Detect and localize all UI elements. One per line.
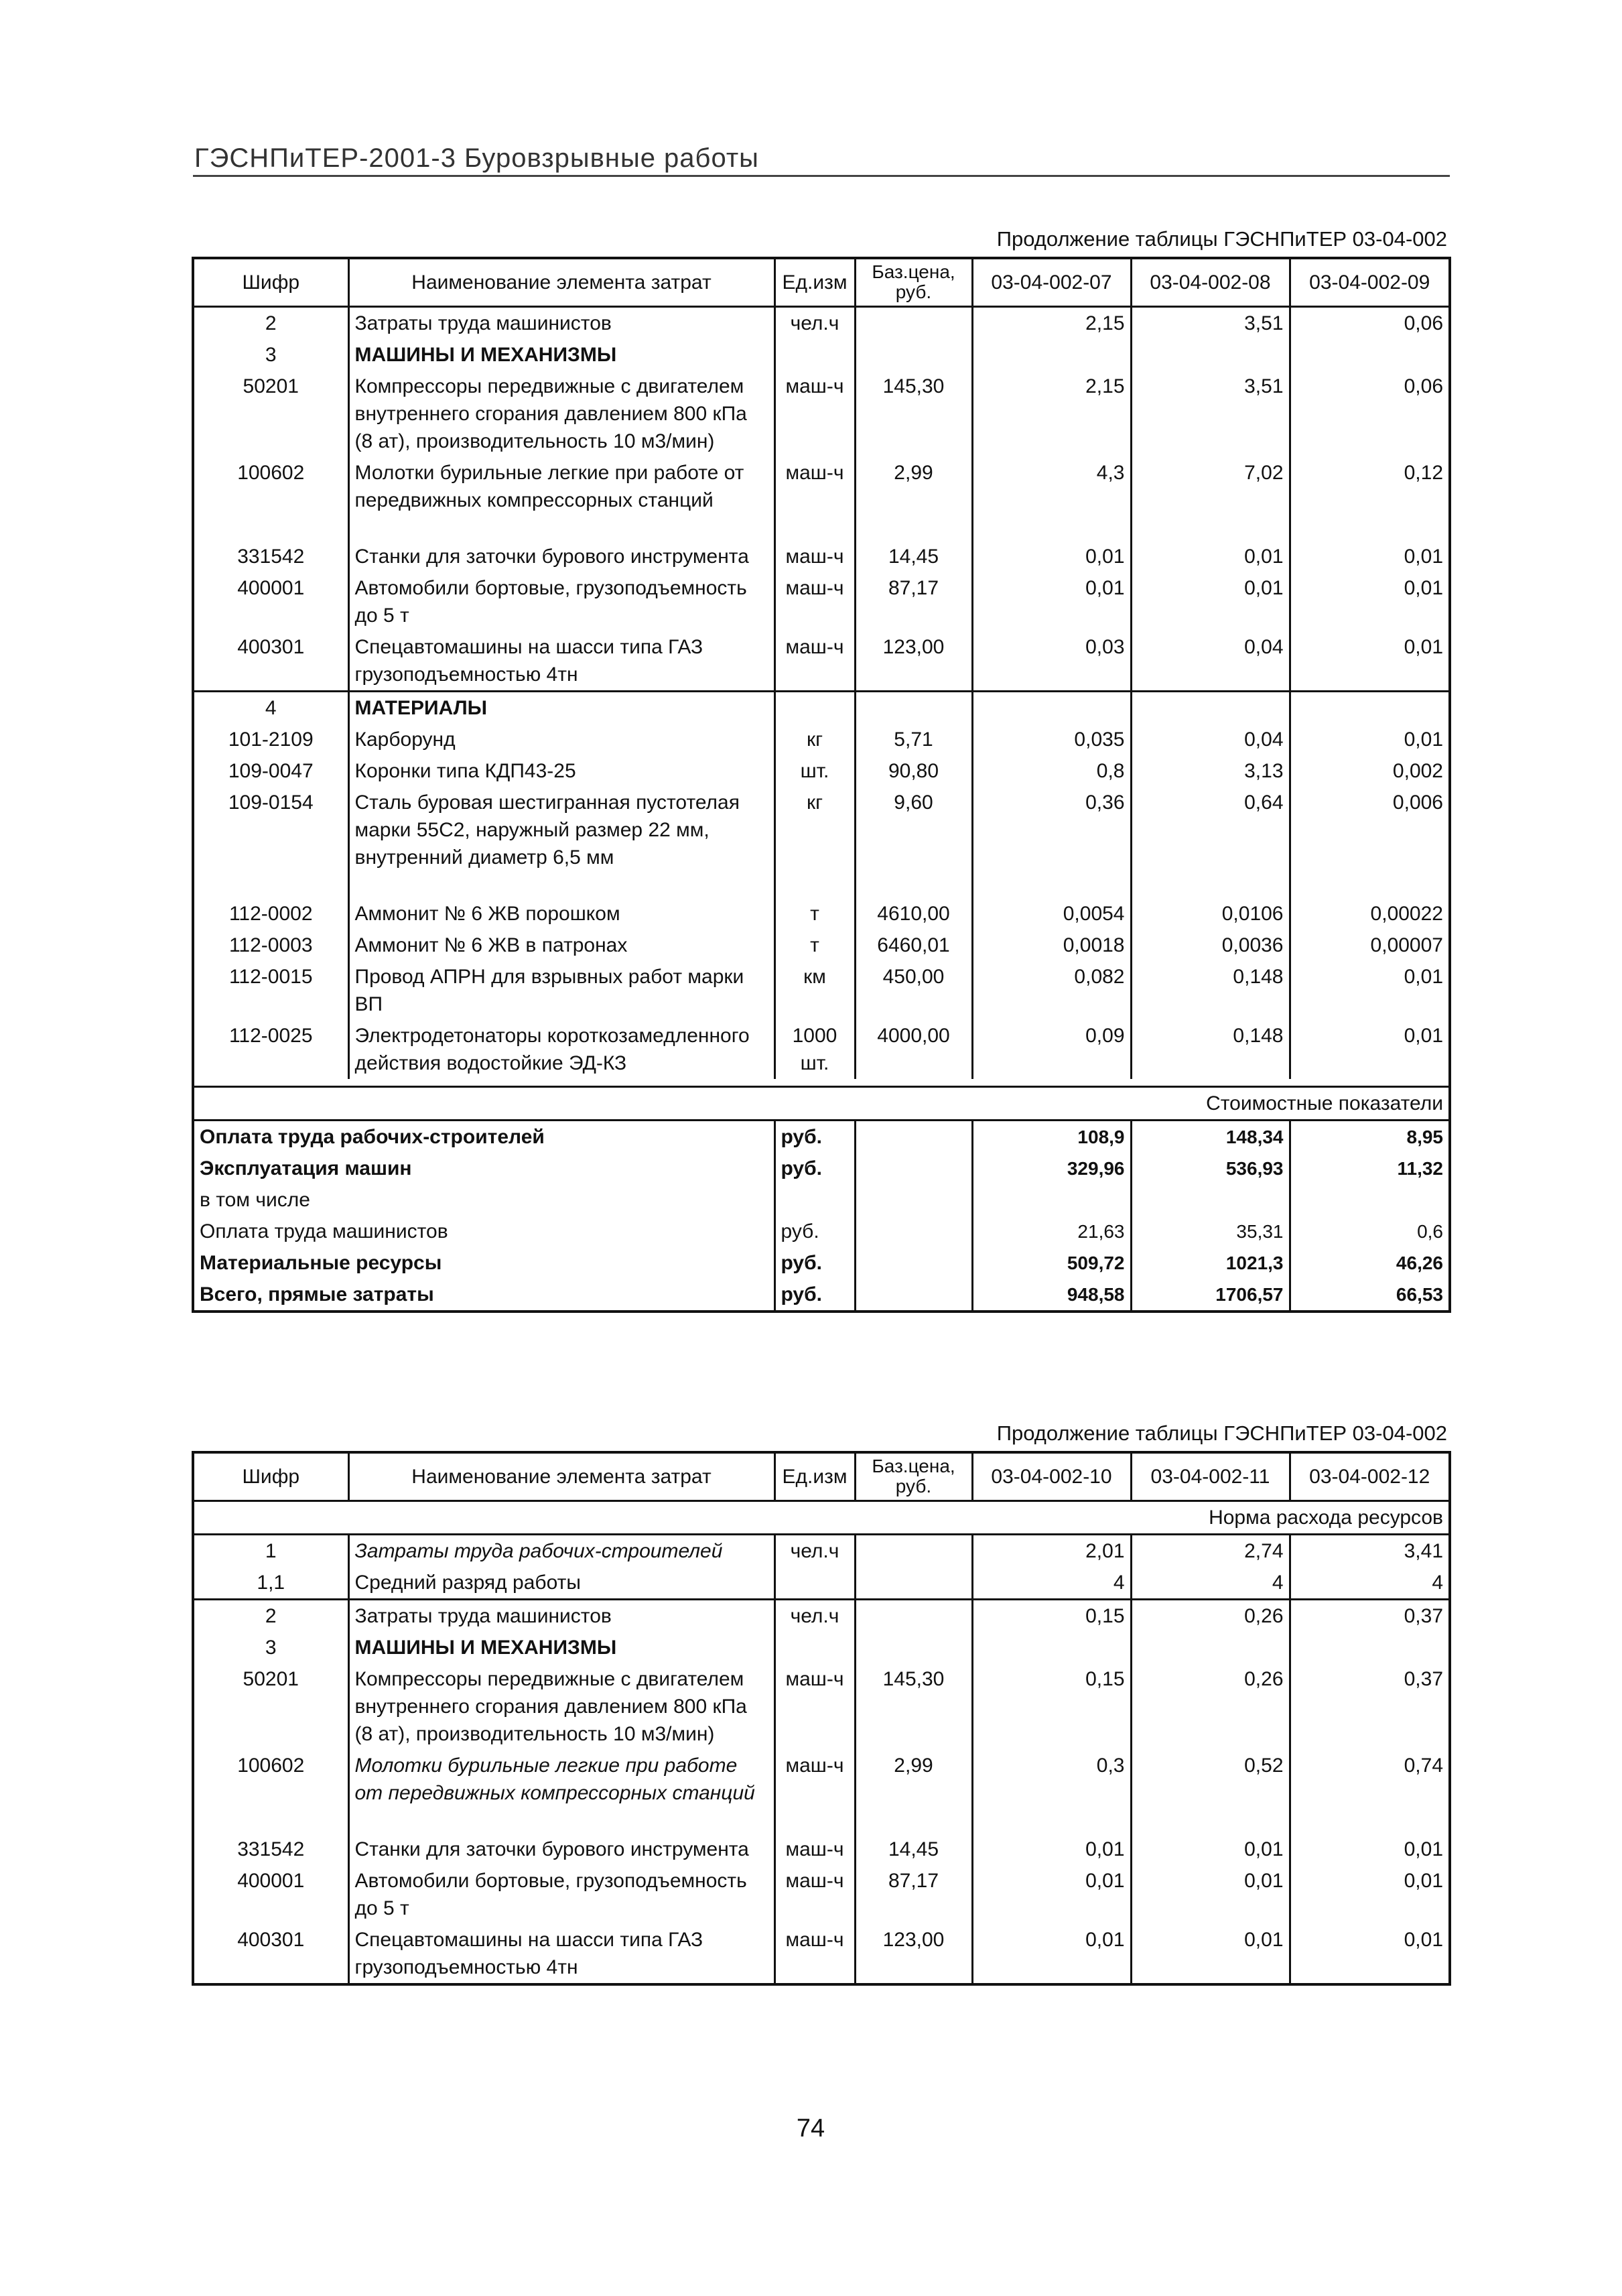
row-value-2: 0,0036	[1131, 930, 1290, 961]
row-unit: кг	[774, 787, 855, 898]
row-price: 6460,01	[855, 930, 972, 961]
row-name: Автомобили бортовые, грузоподъемность до 5 т	[348, 1865, 774, 1924]
row-name: Сталь буровая шестигранная пустотелая марки 55С2, наружный размер 22 мм, внутренний диаметр 6,5 мм	[348, 787, 774, 898]
row-code: 400001	[193, 1865, 348, 1924]
row-value-1: 0,09	[972, 1020, 1131, 1079]
row-value-3: 0,74	[1290, 1750, 1450, 1834]
norm-banner-row	[193, 1501, 1450, 1534]
row-unit: км	[774, 961, 855, 1020]
row-price: 87,17	[855, 1865, 972, 1924]
row-price: 2,99	[855, 1750, 972, 1834]
row-value-2: 0,01	[1131, 1865, 1290, 1924]
row-code: 3	[193, 1632, 348, 1663]
row-code: 2	[193, 1599, 348, 1632]
row-name: Станки для заточки бурового инструмента	[348, 1834, 774, 1865]
summary-row	[193, 1279, 1450, 1312]
table2-caption: Продолжение таблицы ГЭСНПиТЕР 03-04-002	[996, 1421, 1447, 1445]
row-code: 112-0003	[193, 930, 348, 961]
row-value-2: 3,13	[1131, 755, 1290, 787]
row-code: 100602	[193, 1750, 348, 1834]
row-unit: т	[774, 930, 855, 961]
row-code: 400301	[193, 1924, 348, 1984]
row-unit	[774, 1632, 855, 1663]
col-header-c3: 03-04-002-12	[1290, 1452, 1450, 1501]
row-value-2: 0,01	[1131, 1924, 1290, 1984]
row-value-3: 0,00007	[1290, 930, 1450, 961]
summary-value-3: 11,32	[1290, 1153, 1450, 1184]
page-header: ГЭСНПиТЕР-2001-3 Буровзрывные работы	[194, 143, 759, 173]
row-value-1: 0,03	[972, 631, 1131, 692]
row-value-1: 0,0018	[972, 930, 1131, 961]
row-price	[855, 1632, 972, 1663]
row-code: 50201	[193, 1663, 348, 1750]
col-header-price: Баз.цена, руб.	[855, 258, 972, 306]
row-unit	[774, 1567, 855, 1600]
table-row	[193, 1020, 1450, 1079]
row-code: 112-0002	[193, 898, 348, 930]
row-unit: кг	[774, 724, 855, 755]
row-unit	[774, 691, 855, 724]
row-code: 109-0047	[193, 755, 348, 787]
summary-label: Всего, прямые затраты	[200, 1283, 434, 1305]
cost-banner: Стоимостные показатели	[193, 1086, 1450, 1120]
row-name: Средний разряд работы	[348, 1567, 774, 1600]
row-value-3: 0,01	[1290, 1020, 1450, 1079]
table-row	[193, 457, 1450, 541]
row-value-3: 0,01	[1290, 631, 1450, 692]
table-row	[193, 1599, 1450, 1632]
row-price: 9,60	[855, 787, 972, 898]
summary-value-3: 8,95	[1290, 1120, 1450, 1153]
summary-value-3	[1290, 1184, 1450, 1216]
row-value-2: 0,0106	[1131, 898, 1290, 930]
row-value-1: 0,082	[972, 961, 1131, 1020]
row-code: 400301	[193, 631, 348, 692]
row-value-2: 0,52	[1131, 1750, 1290, 1834]
row-value-3: 0,01	[1290, 724, 1450, 755]
row-unit: чел.ч	[774, 1534, 855, 1567]
row-value-3: 0,01	[1290, 1865, 1450, 1924]
row-value-1	[972, 339, 1131, 371]
row-code: 4	[193, 691, 348, 724]
row-code: 112-0025	[193, 1020, 348, 1079]
row-unit: маш-ч	[774, 457, 855, 541]
summary-row	[193, 1247, 1450, 1279]
row-value-2	[1131, 1632, 1290, 1663]
table-row	[193, 306, 1450, 339]
col-header-name: Наименование элемента затрат	[348, 258, 774, 306]
table-row	[193, 1567, 1450, 1600]
row-code: 101-2109	[193, 724, 348, 755]
row-value-1: 0,36	[972, 787, 1131, 898]
row-name: Станки для заточки бурового инструмента	[348, 541, 774, 572]
row-price	[855, 1599, 972, 1632]
row-value-3: 0,01	[1290, 541, 1450, 572]
summary-unit: руб.	[774, 1153, 855, 1184]
summary-value-3: 0,6	[1290, 1216, 1450, 1247]
col-header-c1: 03-04-002-10	[972, 1452, 1131, 1501]
row-price: 87,17	[855, 572, 972, 631]
row-value-3: 0,002	[1290, 755, 1450, 787]
summary-unit	[774, 1184, 855, 1216]
row-price: 123,00	[855, 631, 972, 692]
spacer-row	[193, 1079, 1450, 1087]
col-header-code: Шифр	[193, 1452, 348, 1501]
row-value-3: 4	[1290, 1567, 1450, 1600]
summary-value-2: 148,34	[1131, 1120, 1290, 1153]
row-unit: т	[774, 898, 855, 930]
row-unit: маш-ч	[774, 572, 855, 631]
table-row	[193, 631, 1450, 692]
row-value-1: 0,01	[972, 1924, 1131, 1984]
summary-value-2: 35,31	[1131, 1216, 1290, 1247]
row-value-1: 2,01	[972, 1534, 1131, 1567]
summary-value-1	[972, 1184, 1131, 1216]
row-unit: маш-ч	[774, 1750, 855, 1834]
summary-price-blank	[855, 1184, 972, 1216]
summary-price-blank	[855, 1153, 972, 1184]
summary-label: Оплата труда машинистов	[200, 1220, 448, 1242]
summary-price-blank	[855, 1216, 972, 1247]
table2	[192, 1451, 1451, 1986]
row-price: 5,71	[855, 724, 972, 755]
table1-caption: Продолжение таблицы ГЭСНПиТЕР 03-04-002	[996, 227, 1447, 251]
row-price: 4610,00	[855, 898, 972, 930]
table-row	[193, 1924, 1450, 1984]
row-value-1: 0,01	[972, 541, 1131, 572]
row-name: Коронки типа КДП43-25	[348, 755, 774, 787]
row-value-1: 4	[972, 1567, 1131, 1600]
summary-label: Материальные ресурсы	[200, 1251, 442, 1274]
summary-value-2: 536,93	[1131, 1153, 1290, 1184]
col-header-c2: 03-04-002-08	[1131, 258, 1290, 306]
row-value-2	[1131, 691, 1290, 724]
row-value-3: 0,06	[1290, 371, 1450, 457]
summary-unit: руб.	[774, 1120, 855, 1153]
row-value-3: 0,01	[1290, 1834, 1450, 1865]
table-row	[193, 1834, 1450, 1865]
row-value-2: 0,04	[1131, 631, 1290, 692]
row-price	[855, 1534, 972, 1567]
table1	[192, 257, 1451, 1313]
row-name: Аммонит № 6 ЖВ порошком	[348, 898, 774, 930]
row-code: 400001	[193, 572, 348, 631]
col-header-c3: 03-04-002-09	[1290, 258, 1450, 306]
row-name: Электродетонаторы короткозамедленного действия водостойкие ЭД-КЗ	[348, 1020, 774, 1079]
row-value-3: 0,006	[1290, 787, 1450, 898]
row-unit: маш-ч	[774, 1865, 855, 1924]
summary-row	[193, 1153, 1450, 1184]
table-row	[193, 1663, 1450, 1750]
row-value-2: 0,04	[1131, 724, 1290, 755]
header-rule	[193, 175, 1450, 177]
row-value-2: 0,26	[1131, 1663, 1290, 1750]
summary-value-1: 509,72	[972, 1247, 1131, 1279]
table-row	[193, 898, 1450, 930]
row-unit: шт.	[774, 755, 855, 787]
summary-unit: руб.	[774, 1247, 855, 1279]
summary-value-2	[1131, 1184, 1290, 1216]
row-unit: чел.ч	[774, 306, 855, 339]
row-price: 90,80	[855, 755, 972, 787]
row-name: Затраты труда рабочих-строителей	[348, 1534, 774, 1567]
row-value-2: 7,02	[1131, 457, 1290, 541]
table-row	[193, 1534, 1450, 1567]
row-code: 100602	[193, 457, 348, 541]
col-header-unit: Ед.изм	[774, 1452, 855, 1501]
row-unit: маш-ч	[774, 1663, 855, 1750]
row-value-2: 0,148	[1131, 1020, 1290, 1079]
col-header-price: Баз.цена, руб.	[855, 1452, 972, 1501]
col-header-c1: 03-04-002-07	[972, 258, 1131, 306]
row-value-3: 0,37	[1290, 1599, 1450, 1632]
row-value-3: 0,06	[1290, 306, 1450, 339]
row-name: МАШИНЫ И МЕХАНИЗМЫ	[348, 339, 774, 371]
row-code: 1,1	[193, 1567, 348, 1600]
row-value-3: 0,00022	[1290, 898, 1450, 930]
row-value-3	[1290, 691, 1450, 724]
row-price: 145,30	[855, 1663, 972, 1750]
summary-value-3: 66,53	[1290, 1279, 1450, 1312]
row-name: Компрессоры передвижные с двигателем внутреннего сгорания давлением 800 кПа (8 ат), производительность 10 м3/мин)	[348, 1663, 774, 1750]
row-name: Затраты труда машинистов	[348, 306, 774, 339]
row-value-3: 3,41	[1290, 1534, 1450, 1567]
row-price: 14,45	[855, 1834, 972, 1865]
row-value-1: 0,01	[972, 572, 1131, 631]
col-header-unit: Ед.изм	[774, 258, 855, 306]
row-price	[855, 339, 972, 371]
table-row	[193, 1632, 1450, 1663]
row-unit: маш-ч	[774, 631, 855, 692]
row-price: 4000,00	[855, 1020, 972, 1079]
row-value-1	[972, 1632, 1131, 1663]
table-row	[193, 371, 1450, 457]
summary-value-1: 21,63	[972, 1216, 1131, 1247]
row-value-3: 0,12	[1290, 457, 1450, 541]
table-row	[193, 787, 1450, 898]
row-value-3	[1290, 339, 1450, 371]
row-value-2: 0,01	[1131, 572, 1290, 631]
row-value-1: 0,01	[972, 1834, 1131, 1865]
row-name: Молотки бурильные легкие при работе от передвижных компрессорных станций	[348, 457, 774, 541]
table1-body	[193, 306, 1450, 1312]
row-value-2: 0,01	[1131, 1834, 1290, 1865]
table-row	[193, 572, 1450, 631]
table-row	[193, 1865, 1450, 1924]
summary-row	[193, 1184, 1450, 1216]
row-value-3	[1290, 1632, 1450, 1663]
row-name: Молотки бурильные легкие при работе от передвижных компрессорных станций	[348, 1750, 774, 1834]
row-code: 1	[193, 1534, 348, 1567]
row-value-1: 4,3	[972, 457, 1131, 541]
row-unit: маш-ч	[774, 1924, 855, 1984]
table-row	[193, 930, 1450, 961]
row-name: Провод АПРН для взрывных работ марки ВП	[348, 961, 774, 1020]
row-name: Аммонит № 6 ЖВ в патронах	[348, 930, 774, 961]
row-value-2: 0,26	[1131, 1599, 1290, 1632]
row-price	[855, 1567, 972, 1600]
summary-value-2: 1706,57	[1131, 1279, 1290, 1312]
row-price: 450,00	[855, 961, 972, 1020]
summary-unit: руб.	[774, 1216, 855, 1247]
norm-banner: Норма расхода ресурсов	[193, 1501, 1450, 1534]
row-name: Компрессоры передвижные с двигателем внутреннего сгорания давлением 800 кПа (8 ат), производительность 10 м3/мин)	[348, 371, 774, 457]
row-value-3: 0,37	[1290, 1663, 1450, 1750]
col-header-c2: 03-04-002-11	[1131, 1452, 1290, 1501]
summary-row	[193, 1216, 1450, 1247]
row-value-1: 0,3	[972, 1750, 1131, 1834]
row-value-3: 0,01	[1290, 1924, 1450, 1984]
row-unit	[774, 339, 855, 371]
row-code: 2	[193, 306, 348, 339]
table-row	[193, 691, 1450, 724]
row-price: 2,99	[855, 457, 972, 541]
summary-price-blank	[855, 1279, 972, 1312]
row-name: Карборунд	[348, 724, 774, 755]
row-value-1: 0,15	[972, 1599, 1131, 1632]
row-value-1	[972, 691, 1131, 724]
row-code: 331542	[193, 1834, 348, 1865]
summary-row	[193, 1120, 1450, 1153]
table-row	[193, 541, 1450, 572]
table-row	[193, 724, 1450, 755]
row-value-1: 0,0054	[972, 898, 1131, 930]
summary-value-1: 948,58	[972, 1279, 1131, 1312]
summary-label: Оплата труда рабочих-строителей	[193, 1120, 774, 1153]
row-name: Затраты труда машинистов	[348, 1599, 774, 1632]
table-row	[193, 755, 1450, 787]
row-value-1: 0,035	[972, 724, 1131, 755]
summary-unit: руб.	[774, 1279, 855, 1312]
row-unit: чел.ч	[774, 1599, 855, 1632]
page-number: 74	[796, 2114, 825, 2143]
row-value-1: 2,15	[972, 306, 1131, 339]
row-price	[855, 691, 972, 724]
row-code: 50201	[193, 371, 348, 457]
row-price: 123,00	[855, 1924, 972, 1984]
row-value-3: 0,01	[1290, 572, 1450, 631]
row-unit: маш-ч	[774, 541, 855, 572]
summary-value-2: 1021,3	[1131, 1247, 1290, 1279]
row-name: МАТЕРИАЛЫ	[348, 691, 774, 724]
table2-body	[193, 1501, 1450, 1984]
row-name: Спецавтомашины на шасси типа ГАЗ грузоподъемностью 4тн	[348, 631, 774, 692]
row-value-2: 0,64	[1131, 787, 1290, 898]
row-value-2: 0,148	[1131, 961, 1290, 1020]
row-value-2: 2,74	[1131, 1534, 1290, 1567]
row-name: Спецавтомашины на шасси типа ГАЗ грузоподъемностью 4тн	[348, 1924, 774, 1984]
row-value-1: 0,8	[972, 755, 1131, 787]
summary-price-blank	[855, 1247, 972, 1279]
row-value-1: 2,15	[972, 371, 1131, 457]
row-value-2: 3,51	[1131, 371, 1290, 457]
spacer-cell	[193, 1079, 1450, 1087]
row-code: 331542	[193, 541, 348, 572]
row-code: 112-0015	[193, 961, 348, 1020]
row-unit: маш-ч	[774, 371, 855, 457]
summary-label: Эксплуатация машин	[200, 1157, 412, 1179]
row-value-2: 3,51	[1131, 306, 1290, 339]
row-value-1: 0,01	[972, 1865, 1131, 1924]
row-name: Автомобили бортовые, грузоподъемность до 5 т	[348, 572, 774, 631]
row-unit: 1000 шт.	[774, 1020, 855, 1079]
row-value-3: 0,01	[1290, 961, 1450, 1020]
table-row	[193, 961, 1450, 1020]
summary-label: в том числе	[200, 1188, 310, 1211]
row-value-2: 0,01	[1131, 541, 1290, 572]
cost-banner-row	[193, 1086, 1450, 1120]
col-header-code: Шифр	[193, 258, 348, 306]
row-value-1: 0,15	[972, 1663, 1131, 1750]
row-price: 14,45	[855, 541, 972, 572]
summary-price-blank	[855, 1120, 972, 1153]
row-value-2: 4	[1131, 1567, 1290, 1600]
row-price	[855, 306, 972, 339]
summary-value-3: 46,26	[1290, 1247, 1450, 1279]
row-unit: маш-ч	[774, 1834, 855, 1865]
table-row	[193, 1750, 1450, 1834]
col-header-name: Наименование элемента затрат	[348, 1452, 774, 1501]
summary-value-1: 108,9	[972, 1120, 1131, 1153]
row-code: 3	[193, 339, 348, 371]
row-name: МАШИНЫ И МЕХАНИЗМЫ	[348, 1632, 774, 1663]
row-code: 109-0154	[193, 787, 348, 898]
row-value-2	[1131, 339, 1290, 371]
summary-value-1: 329,96	[972, 1153, 1131, 1184]
table-row	[193, 339, 1450, 371]
row-price: 145,30	[855, 371, 972, 457]
